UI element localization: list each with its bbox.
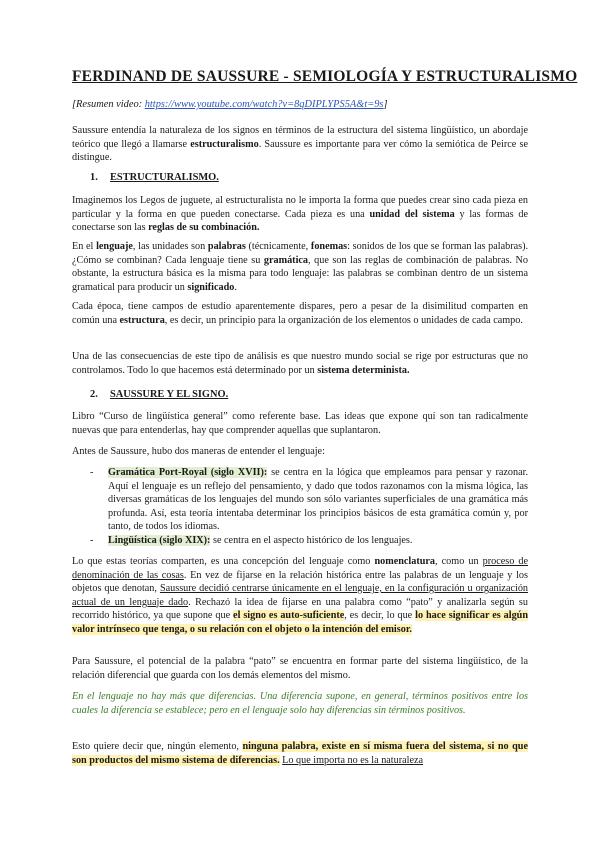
text: . Rechazó la idea de fijarse en una palabra como “pato” y analizarla según su recorrido histórico, ya que supone que	[72, 596, 528, 621]
document-title: FERDINAND DE SAUSSURE - SEMIOLOGÍA Y ESTRUCTURALISMO	[72, 68, 578, 85]
text: Saussure entendía la naturaleza de los signos en términos de la estructura del sistema lingüístico, un abordaje teórico que llegó a llamarse	[72, 125, 528, 150]
list-dash: -	[90, 467, 94, 478]
section-number: 2.	[90, 389, 98, 400]
bold-text: significado	[187, 281, 235, 293]
legos-paragraph	[72, 194, 528, 235]
epoca-paragraph	[72, 300, 528, 327]
section-heading-2	[90, 388, 228, 402]
text: En el	[72, 241, 97, 252]
quote-paragraph: En el lenguaje no hay más que diferencias. Una diferencia supone, en general, términos positivos entre los cuales la diferencia se establece; pero en el lenguaje solo hay diferencias sin términos positivos.	[72, 691, 528, 716]
libro-paragraph: Libro “Curso de lingüística general” como referente base. Las ideas que expone quí son tan radicalmente nuevas que para entenderlas, hay que comprender aquellas que suplantaron.	[72, 411, 528, 436]
list-item	[90, 534, 528, 548]
antes-paragraph: Antes de Saussure, hubo dos maneras de entender el lenguaje:	[72, 446, 325, 457]
text: : sonidos de los que se forman las palabras). ¿Cómo se combinan? Cada lenguaje tiene su	[72, 241, 529, 266]
highlighted-bold-text: el signo es auto-suficiente	[233, 610, 345, 621]
bold-text: palabras	[207, 241, 246, 252]
bold-text: unidad del sistema	[369, 208, 455, 220]
text: Imaginemos los Legos de juguete, al estructuralista no le importa la forma que puedes crear sino cada pieza en particular y la forma en que pueden conectarse. Cada pieza es una	[72, 195, 528, 220]
bold-text: estructura	[119, 314, 165, 326]
text: . Saussure es importante para ver cómo la semiótica de Peirce se distingue.	[72, 138, 528, 163]
text: , es decir, un principio para la organización de los elementos o unidades de cada campo.	[164, 314, 523, 326]
consecuencias-paragraph	[72, 350, 528, 377]
text: (técnicamente,	[245, 241, 311, 252]
underlined-text: proceso de denominación de las cosas	[72, 556, 528, 581]
pato-paragraph: Para Saussure, el potencial de la palabra “pato” se encuentra en formar parte del sistema lingüístico, de la relación diferencial que guarda con los demás elementos del mismo.	[72, 656, 528, 681]
text: .	[234, 281, 237, 293]
bold-text: lenguaje	[96, 241, 133, 252]
text: . En vez de fijarse en la relación histórica entre las palabras de un lenguaje y los objetos que denotan,	[72, 569, 528, 594]
text: Cada época, tiene campos de estudio aparentemente dispares, pero a pesar de la disimilitud comparten en común una	[72, 301, 528, 326]
underlined-text: Lo que importa no es la naturaleza	[282, 754, 424, 766]
list-dash: -	[90, 534, 94, 546]
bold-text: Lingüística (siglo XIX):	[108, 534, 211, 546]
highlighted-bold-text: lo hace significar es algún valor intrínseco que tenga, o su relación con el objeto o la intención del emisor.	[72, 610, 529, 635]
bold-text: reglas de su combinación.	[148, 222, 260, 233]
section-label: SAUSSURE Y EL SIGNO.	[110, 389, 229, 400]
text: se centra en la lógica que empleamos para pensar y razonar. Aquí el lenguaje es un reflejo del pensamiento, y dado que todos razonamos con la misma lógica, las diversas gramáticas de los lenguajes del mundo son sólo variantes superficiales de una gramática más profunda. Así, esta teoría intentaba determinar los principios básicos de esta gramática común y, por tanto, de todos los idiomas.	[108, 467, 528, 532]
bold-text: fonemas	[310, 241, 348, 252]
summary-prefix: [Resumen video:	[72, 99, 145, 110]
bullet-list	[90, 466, 528, 547]
highlighted-bold-text: ninguna palabra, existe en sí misma fuera del sistema, si no que son productos del mismo sistema de diferencias.	[72, 741, 528, 766]
text: Esto quiere decir que, ningún elemento,	[72, 741, 243, 752]
text: , como un	[435, 556, 483, 567]
bold-text: Gramática Port-Royal (siglo XVII):	[108, 467, 268, 478]
bold-text: gramática	[263, 254, 309, 266]
bold-text: sistema determinista.	[317, 364, 410, 376]
final-paragraph	[72, 740, 528, 767]
section-number: 1.	[90, 172, 98, 183]
text: , las unidades son	[132, 241, 208, 252]
text: se centra en el aspecto histórico de los lenguajes.	[210, 534, 413, 546]
text: Una de las consecuencias de este tipo de análisis es que nuestro mundo social se rige por estructuras que no controlamos. Todo lo que hacemos está determinado por un	[72, 351, 528, 376]
text: , que son las reglas de combinación de palabras. No obstante, la estructura básica es la misma para todo lenguaje: las palabras se combinan dentro de un sistema gramatical para producir un	[72, 254, 528, 293]
text: Lo que estas teorías comparten, es una concepción del lenguaje como	[72, 556, 375, 567]
bold-text: estructuralismo	[190, 138, 259, 150]
text: , es decir, lo que	[344, 610, 416, 621]
video-link[interactable]: https://www.youtube.com/watch?v=8qDIPLYPS5A&t=9s	[144, 99, 384, 110]
section-heading-1	[90, 171, 219, 185]
section-label: ESTRUCTURALISMO.	[110, 172, 219, 183]
teorias-paragraph	[72, 555, 528, 636]
underlined-text: Saussure decidió centrarse únicamente en el lenguaje, en la configuración u organización actual de un lenguaje dado	[72, 583, 529, 608]
lenguaje-paragraph	[72, 240, 528, 294]
bold-text: nomenclatura	[374, 556, 436, 567]
list-item	[90, 466, 528, 534]
summary-suffix: ]	[383, 99, 388, 110]
video-summary-line	[72, 98, 388, 112]
intro-paragraph	[72, 124, 528, 165]
text: y las formas de conectarse son las	[72, 208, 528, 233]
